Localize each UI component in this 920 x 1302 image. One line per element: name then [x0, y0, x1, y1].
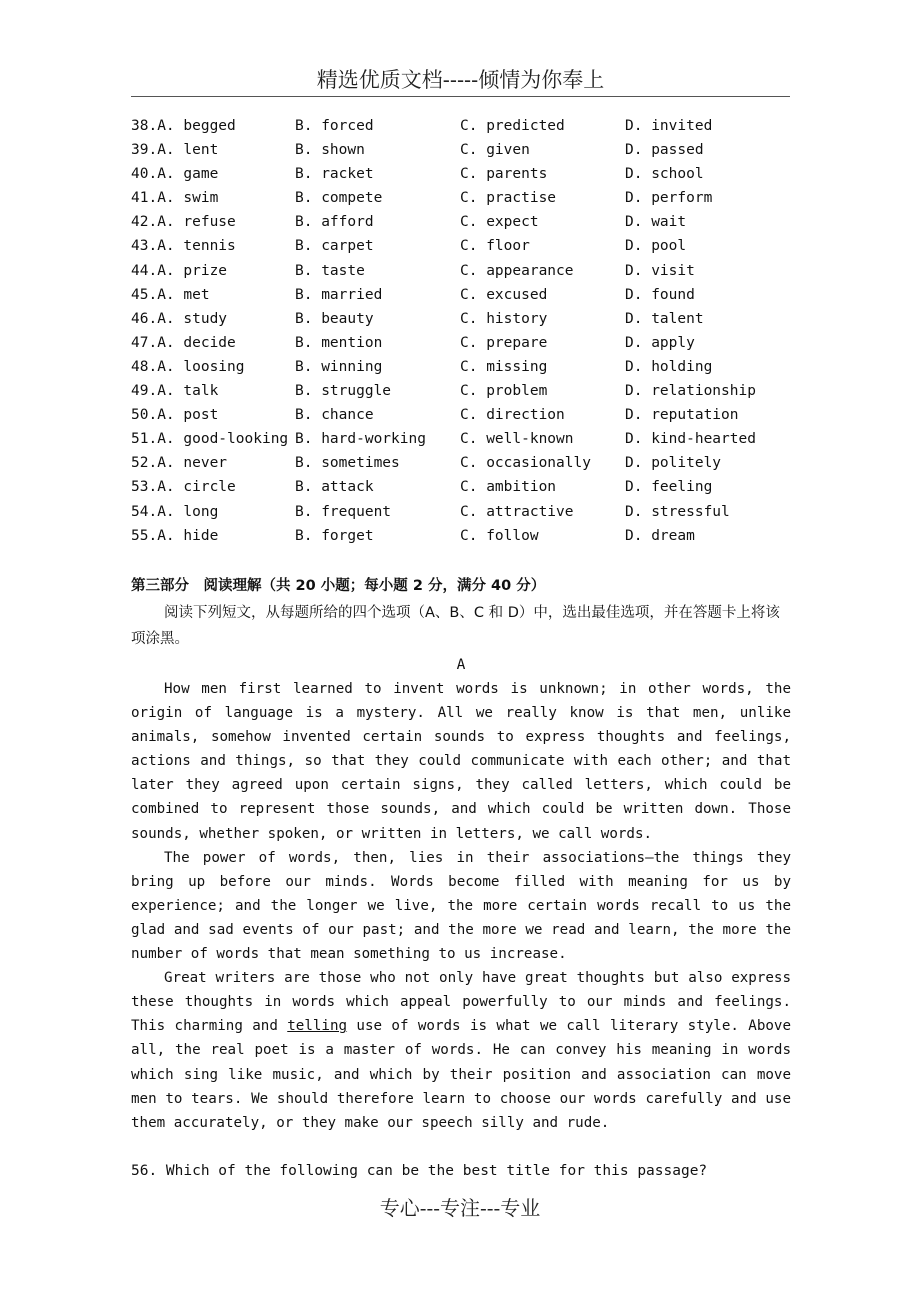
option-c: C. floor	[460, 238, 530, 255]
option-a-text: A. hide	[157, 527, 219, 544]
option-a-text: A. long	[157, 503, 219, 520]
question-number: 43.	[131, 238, 158, 255]
option-d: D. pool	[625, 238, 687, 255]
option-a-text: A. refuse	[157, 214, 236, 231]
option-d: D. holding	[625, 358, 713, 375]
section-instructions: 阅读下列短文，从每题所给的四个选项（A、B、C 和 D）中，选出最佳选项，并在答题卡上将该项涂黑。	[131, 605, 780, 647]
option-a	[131, 234, 236, 258]
cloze-options-list	[131, 114, 791, 548]
option-a-text: A. post	[157, 407, 219, 424]
option-a	[131, 186, 218, 210]
option-b: B. shown	[295, 142, 365, 159]
option-row	[131, 186, 791, 210]
option-row	[131, 283, 791, 307]
option-c: C. predicted	[460, 118, 565, 134]
option-row	[131, 210, 791, 234]
option-c: C. follow	[460, 527, 539, 544]
option-row	[131, 138, 791, 162]
option-c: C. direction	[460, 407, 565, 424]
option-a	[131, 307, 227, 331]
option-row	[131, 379, 791, 403]
option-c: C. ambition	[460, 479, 557, 496]
option-a-text: A. game	[157, 166, 219, 183]
option-a	[131, 403, 218, 427]
question-number: 41.	[131, 190, 158, 207]
option-row	[131, 114, 791, 138]
option-a	[131, 210, 236, 234]
question-number: 50.	[131, 407, 158, 424]
option-a-text: A. good-looking	[157, 431, 289, 448]
option-b: B. mention	[295, 334, 383, 351]
option-b: B. married	[295, 286, 383, 303]
option-a	[131, 259, 227, 283]
option-a-text: A. loosing	[157, 358, 245, 375]
option-d: D. relationship	[625, 383, 756, 400]
option-d: D. feeling	[625, 479, 713, 496]
option-b: B. carpet	[295, 238, 374, 255]
option-row	[131, 524, 791, 548]
option-c: C. given	[460, 142, 530, 159]
question-number: 40.	[131, 166, 158, 183]
option-b: B. hard-working	[295, 431, 426, 448]
option-a	[131, 451, 227, 475]
option-a-text: A. begged	[157, 118, 236, 134]
option-b: B. sometimes	[295, 455, 400, 472]
option-a	[131, 331, 236, 355]
page-header: 精选优质文档-----倾情为你奉上	[131, 64, 790, 97]
option-row	[131, 403, 791, 427]
question-number: 39.	[131, 142, 158, 159]
option-d: D. invited	[625, 118, 713, 134]
option-c: C. well-known	[460, 431, 574, 448]
option-row	[131, 475, 791, 499]
option-b: B. beauty	[295, 310, 374, 327]
option-b: B. forget	[295, 527, 374, 544]
option-a	[131, 524, 218, 548]
question-number: 49.	[131, 383, 158, 400]
option-c: C. problem	[460, 383, 548, 400]
question-number: 54.	[131, 503, 158, 520]
option-a	[131, 427, 288, 451]
question-number: 38.	[131, 118, 158, 134]
option-b: B. chance	[295, 407, 374, 424]
question-number: 55.	[131, 527, 158, 544]
option-d: D. wait	[625, 214, 687, 231]
option-d: D. stressful	[625, 503, 730, 520]
option-d: D. visit	[625, 262, 695, 279]
option-c: C. attractive	[460, 503, 574, 520]
option-d: D. reputation	[625, 407, 739, 424]
option-c: C. expect	[460, 214, 539, 231]
option-row	[131, 500, 791, 524]
option-row	[131, 451, 791, 475]
passage-body	[131, 677, 791, 1135]
option-d: D. politely	[625, 455, 722, 472]
option-d: D. found	[625, 286, 695, 303]
passage-label: A	[456, 657, 466, 673]
option-b: B. frequent	[295, 503, 392, 520]
question-number: 45.	[131, 286, 158, 303]
passage-paragraph	[131, 966, 791, 1135]
option-a-text: A. decide	[157, 334, 236, 351]
section-title: 第三部分 阅读理解（共 20 小题；每小题 2 分，满分 40 分）	[131, 578, 546, 594]
option-a	[131, 114, 236, 138]
question-56: 56. Which of the following can be the best title for this passage?	[131, 1163, 708, 1179]
option-row	[131, 162, 791, 186]
option-b: B. winning	[295, 358, 383, 375]
option-a	[131, 283, 210, 307]
option-d: D. dream	[625, 527, 695, 544]
option-a-text: A. prize	[157, 262, 228, 279]
option-c: C. prepare	[460, 334, 548, 351]
option-a-text: A. met	[157, 286, 210, 303]
option-b: B. compete	[295, 190, 383, 207]
paragraph-text: Great writers are those who not only have great thoughts but also express these thoughts in words which appeal powerfully to our minds and feelings. This charming and	[131, 970, 791, 1035]
option-c: C. excused	[460, 286, 548, 303]
option-d: D. talent	[625, 310, 704, 327]
option-a	[131, 379, 218, 403]
question-number: 53.	[131, 479, 158, 496]
question-number: 42.	[131, 214, 158, 231]
option-a-text: A. lent	[157, 142, 219, 159]
option-a-text: A. tennis	[157, 238, 236, 255]
question-number: 48.	[131, 358, 158, 375]
question-number: 51.	[131, 431, 158, 448]
option-d: D. passed	[625, 142, 704, 159]
option-c: C. history	[460, 310, 548, 327]
option-c: C. parents	[460, 166, 548, 183]
option-a-text: A. study	[157, 310, 228, 327]
option-d: D. school	[625, 166, 704, 183]
option-row	[131, 331, 791, 355]
option-b: B. taste	[295, 262, 365, 279]
option-a	[131, 475, 236, 499]
option-b: B. attack	[295, 479, 374, 496]
option-row	[131, 427, 791, 451]
option-c: C. missing	[460, 358, 548, 375]
question-number: 46.	[131, 310, 158, 327]
question-number: 47.	[131, 334, 158, 351]
paragraph-text: use of words is what we call literary style. Above all, the real poet is a master of words. He can convey his meaning in words which sing like music, and which by their position and association can move men to tears. We should therefore learn to choose our words carefully and use them accurately, or they make our speech silly and rude.	[131, 1018, 791, 1131]
question-number: 44.	[131, 262, 158, 279]
option-a-text: A. never	[157, 455, 228, 472]
option-c: C. appearance	[460, 262, 574, 279]
option-row	[131, 234, 791, 258]
passage-paragraph: How men first learned to invent words is unknown; in other words, the origin of language is a mystery. All we really know is that men, unlike animals, somehow invented certain sounds to express thoughts and feelings, actions and things, so that they could communicate with each other; and that later they agreed upon certain signs, they called letters, which could be combined to represent those sounds, and which could be written down. Those sounds, whether spoken, or written in letters, we call words.	[131, 681, 791, 842]
option-row	[131, 355, 791, 379]
option-b: B. racket	[295, 166, 374, 183]
option-a	[131, 138, 218, 162]
option-a	[131, 355, 245, 379]
option-a	[131, 162, 218, 186]
question-number: 52.	[131, 455, 158, 472]
option-row	[131, 307, 791, 331]
underlined-word: telling	[287, 1018, 348, 1035]
option-d: D. apply	[625, 334, 695, 351]
option-b: B. struggle	[295, 383, 392, 400]
option-a-text: A. circle	[157, 479, 236, 496]
option-row	[131, 259, 791, 283]
page-footer: 专心---专注---专业	[379, 1196, 541, 1220]
option-c: C. practise	[460, 190, 557, 207]
option-b: B. forced	[295, 118, 374, 134]
option-d: D. kind-hearted	[625, 431, 756, 448]
passage-paragraph: The power of words, then, lies in their associations—the things they bring up before our minds. Words become filled with meaning for us by experience; and the longer we live, the more certain words recall to us the glad and sad events of our past; and the more we read and learn, the more the number of words that mean something to us increase.	[131, 849, 791, 963]
option-d: D. perform	[625, 190, 713, 207]
option-c: C. occasionally	[460, 455, 591, 472]
option-a-text: A. talk	[157, 383, 219, 400]
option-a-text: A. swim	[157, 190, 219, 207]
option-b: B. afford	[295, 214, 374, 231]
option-a	[131, 500, 218, 524]
